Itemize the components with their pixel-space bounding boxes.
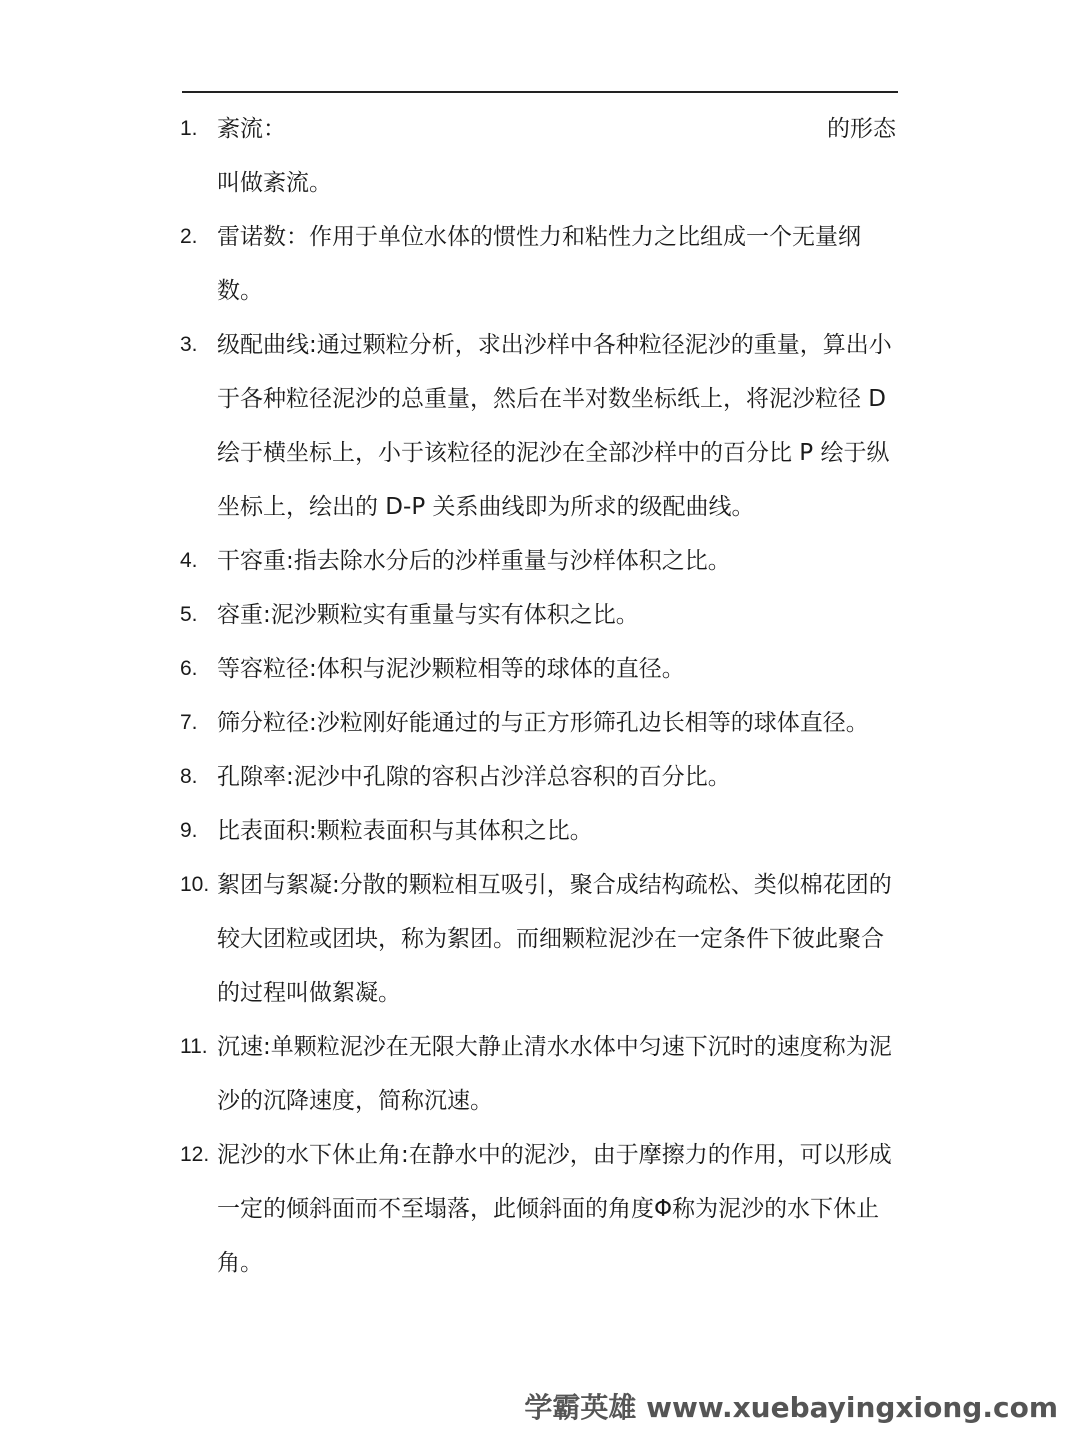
item-number: 3. [180, 333, 198, 356]
item-text: 絮团与絮凝:分散的颗粒相互吸引，聚合成结构疏松、类似棉花团的较大团粒或团块，称为絮团。而细颗粒泥沙在一定条件下彼此聚合的过程叫做絮凝。 [217, 872, 892, 1006]
list-item [180, 102, 896, 210]
list-item [180, 750, 896, 804]
item-text: 筛分粒径:沙粒刚好能通过的与正方形筛孔边长相等的球体直径。 [217, 710, 869, 736]
item-number: 1. [180, 117, 198, 140]
item-text: 等容粒径:体积与泥沙颗粒相等的球体的直径。 [217, 656, 685, 682]
list-item [180, 804, 896, 858]
item-text: 干容重:指去除水分后的沙样重量与沙样体积之比。 [217, 548, 731, 574]
list-item [180, 1020, 896, 1128]
item-number: 7. [180, 711, 198, 734]
item-text: 叫做紊流。 [217, 170, 332, 196]
item-number: 12. [180, 1143, 210, 1166]
item-text: 沉速:单颗粒泥沙在无限大静止清水水体中匀速下沉时的速度称为泥沙的沉降速度，简称沉速。 [217, 1034, 892, 1114]
list-item [180, 210, 896, 318]
definition-list [180, 102, 896, 1290]
item-number: 2. [180, 225, 198, 248]
top-rule [182, 91, 898, 93]
item-text: 孔隙率:泥沙中孔隙的容积占沙洋总容积的百分比。 [217, 764, 731, 790]
item-text: 紊流： [217, 116, 286, 142]
item-text: 比表面积:颗粒表面积与其体积之比。 [217, 818, 593, 844]
item-text: 雷诺数：作用于单位水体的惯性力和粘性力之比组成一个无量纲数。 [217, 224, 861, 304]
item-text: 容重:泥沙颗粒实有重量与实有体积之比。 [217, 602, 639, 628]
item-text: 泥沙的水下休止角:在静水中的泥沙，由于摩擦力的作用，可以形成一定的倾斜面而不至塌落，此倾斜面的角度Φ称为泥沙的水下休止角。 [217, 1142, 892, 1276]
watermark: 学霸英雄 www.xuebayingxiong.com [524, 1391, 1058, 1424]
item-number: 9. [180, 819, 198, 842]
list-item [180, 534, 896, 588]
item-number: 6. [180, 657, 198, 680]
item-number: 4. [180, 549, 198, 572]
list-item [180, 318, 896, 534]
item-text: 级配曲线:通过颗粒分析，求出沙样中各种粒径泥沙的重量，算出小于各种粒径泥沙的总重量，然后在半对数坐标纸上，将泥沙粒径 D 绘于横坐标上，小于该粒径的泥沙在全部沙样中的百分比 P 绘于纵坐标上，绘出的 D-P 关系曲线即为所求的级配曲线。 [217, 332, 892, 520]
list-item [180, 858, 896, 1020]
list-item [180, 1128, 896, 1290]
item-number: 5. [180, 603, 198, 626]
list-item [180, 642, 896, 696]
item-text: 的形态 [827, 116, 896, 142]
item-number: 11. [180, 1035, 208, 1058]
list-item [180, 696, 896, 750]
item-number: 10. [180, 873, 210, 896]
list-item [180, 588, 896, 642]
item-number: 8. [180, 765, 198, 788]
